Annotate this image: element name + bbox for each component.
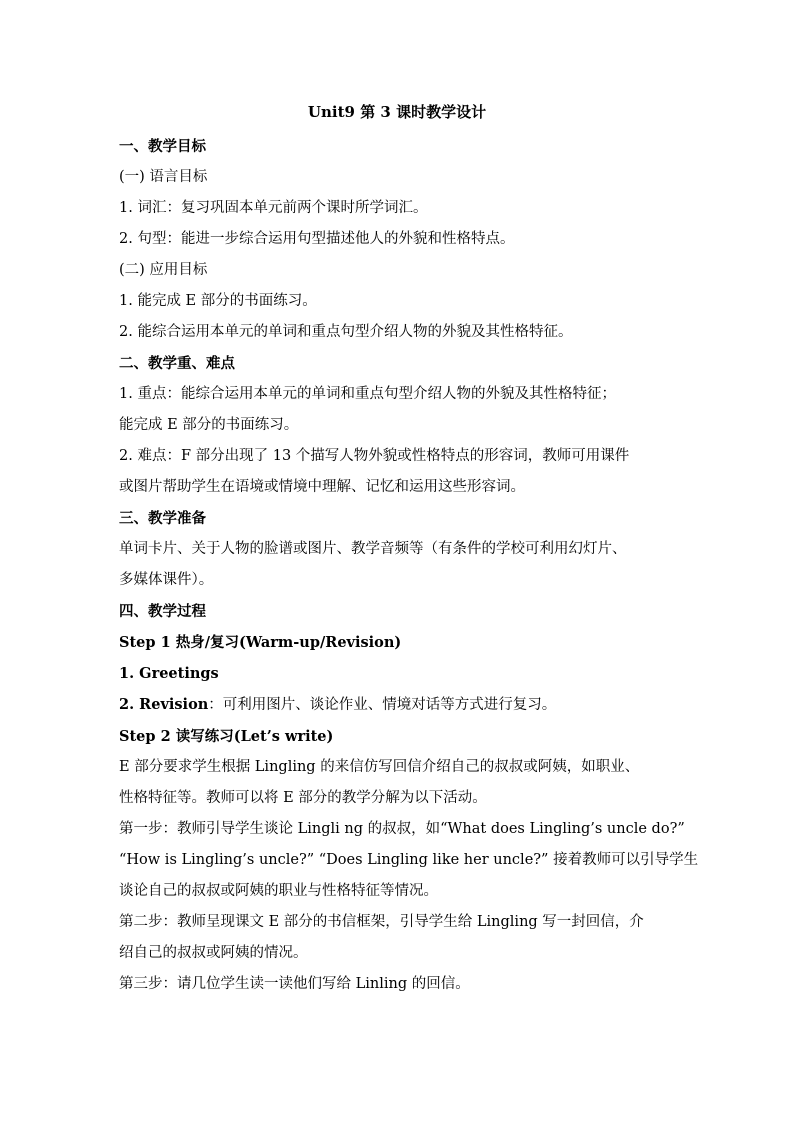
step-two-line-1: 第二步：教师呈现课文 E 部分的书信框架，引导学生给 Lingling 写一封回信，介 xyxy=(119,914,644,930)
difficulty-line-2: 或图片帮助学生在语境或情境中理解、记忆和运用这些形容词。 xyxy=(119,479,525,495)
key-point-line-2: 能完成 E 部分的书面练习。 xyxy=(119,417,299,433)
page-title: Unit9 第 3 课时教学设计 xyxy=(307,103,487,121)
step-one-line-3: 谈论自己的叔叔或阿姨的职业与性格特征等情况。 xyxy=(119,883,438,899)
step-2-heading: Step 2 读写练习(Let’s write) xyxy=(119,728,334,745)
step-one-line-1: 第一步：教师引导学生谈论 Lingli ng 的叔叔，如“What does Lingling’s uncle do?” xyxy=(119,821,685,837)
revision-item xyxy=(119,689,679,721)
subheading-application-goals: (二) 应用目标 xyxy=(119,262,208,278)
difficulty-line-1: 2. 难点：F 部分出现了 13 个描写人物外貌或性格特点的形容词，教师可用课件 xyxy=(119,448,630,464)
goal-written-exercise: 1. 能完成 E 部分的书面练习。 xyxy=(119,293,317,309)
paragraph-e-line-1: E 部分要求学生根据 Lingling 的来信仿写回信介绍自己的叔叔或阿姨，如职业、 xyxy=(119,759,640,775)
key-point-line-1: 1. 重点：能综合运用本单元的单词和重点句型介绍人物的外貌及其性格特征； xyxy=(119,386,616,402)
step-1-heading: Step 1 热身/复习(Warm-up/Revision) xyxy=(119,634,402,651)
goal-sentence-patterns: 2. 句型：能进一步综合运用句型描述他人的外貌和性格特点。 xyxy=(119,231,515,247)
paragraph-e-line-2: 性格特征等。教师可以将 E 部分的教学分解为以下活动。 xyxy=(119,790,487,806)
revision-text: ：可利用图片、谈论作业、情境对话等方式进行复习。 xyxy=(208,697,557,713)
section-heading-key-points: 二、教学重、难点 xyxy=(119,355,235,372)
greetings-item: 1. Greetings xyxy=(119,665,219,682)
subheading-language-goals: (一) 语言目标 xyxy=(119,169,208,185)
section-heading-process: 四、教学过程 xyxy=(119,603,206,620)
goal-introduce-person: 2. 能综合运用本单元的单词和重点句型介绍人物的外貌及其性格特征。 xyxy=(119,324,573,340)
revision-label: 2. Revision xyxy=(119,696,209,713)
preparation-line-2: 多媒体课件）。 xyxy=(119,572,214,588)
section-heading-objectives: 一、教学目标 xyxy=(119,138,206,155)
document-body xyxy=(119,131,699,1000)
goal-vocabulary: 1. 词汇：复习巩固本单元前两个课时所学词汇。 xyxy=(119,200,428,216)
step-two-line-2: 绍自己的叔叔或阿姨的情况。 xyxy=(119,945,308,961)
step-one-line-2: “How is Lingling’s uncle?” “Does Lingling like her uncle?” 接着教师可以引导学生 xyxy=(119,852,699,868)
preparation-line-1: 单词卡片、关于人物的脸谱或图片、教学音频等（有条件的学校可利用幻灯片、 xyxy=(119,541,627,557)
section-heading-preparation: 三、教学准备 xyxy=(119,510,206,527)
step-three-line: 第三步：请几位学生读一读他们写给 Linling 的回信。 xyxy=(119,976,470,992)
